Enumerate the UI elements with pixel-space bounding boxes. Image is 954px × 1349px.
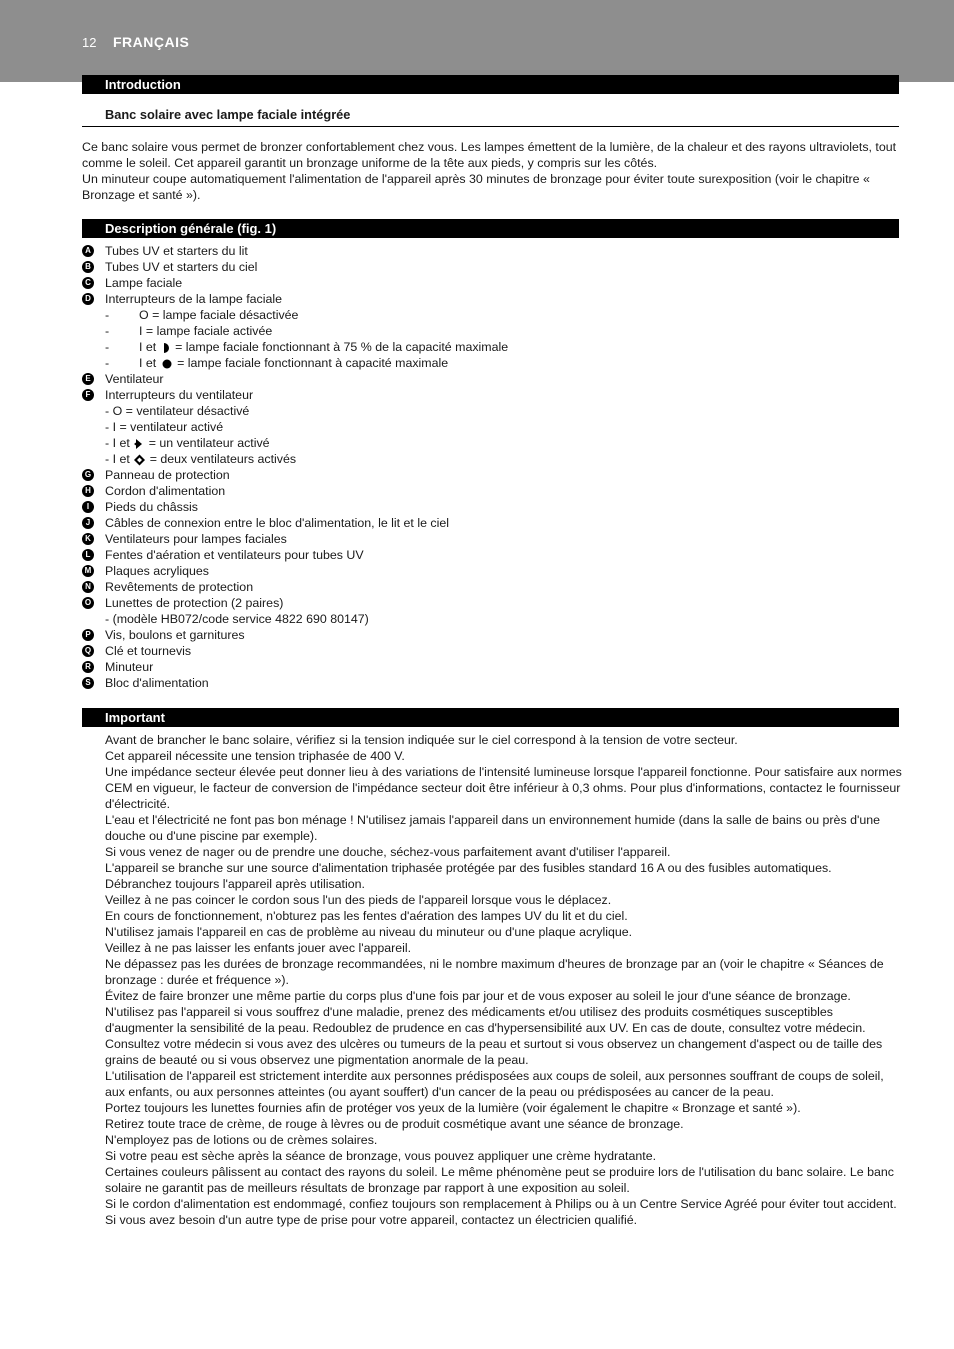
- list-item: D Interrupteurs de la lampe faciale: [82, 291, 899, 307]
- important-paragraph: Débranchez toujours l'appareil après utilisation.: [105, 877, 365, 891]
- important-paragraph: Une impédance secteur élevée peut donner lieu à des variations de l'intensité lumineuse lorsque l'appareil fonctionne. Pour satisfaire aux normes CEM en vigueur, le facteur de conversion de l'impédance secteur doit être inférieur à 0,3 ohms. Pour plus d'informations, contactez le fournisseur d'électricité.: [105, 765, 902, 811]
- important-paragraph: Portez toujours les lunettes fournies afin de protéger vos yeux de la lumière (voir également le chapitre « Bronzage et santé »).: [105, 1101, 801, 1115]
- list-item: N Revêtements de protection: [82, 579, 899, 595]
- important-paragraph: En cours de fonctionnement, n'obturez pas les fentes d'aération des lampes UV du lit et du ciel.: [105, 909, 628, 923]
- sub-list-item: - O = lampe faciale désactivée: [105, 308, 299, 322]
- list-item: I Pieds du châssis: [82, 499, 899, 515]
- letter-h-icon: H: [82, 485, 94, 497]
- language-title: FRANÇAIS: [113, 34, 190, 50]
- letter-d-icon: D: [82, 293, 94, 305]
- important-paragraph: Avant de brancher le banc solaire, vérifiez si la tension indiquée sur le ciel correspond à la tension de votre secteur.: [105, 733, 738, 747]
- full-power-icon: [160, 358, 174, 370]
- sub-list-item: - O = ventilateur désactivé: [105, 404, 250, 418]
- important-paragraph: L'eau et l'électricité ne font pas bon ménage ! N'utilisez jamais l'appareil dans un environnement humide (dans la salle de bains ou près d'une douche ou d'une piscine par exemple).: [105, 813, 881, 843]
- divider: [82, 126, 899, 127]
- letter-e-icon: E: [82, 373, 94, 385]
- letter-q-icon: Q: [82, 645, 94, 657]
- intro-paragraph: Ce banc solaire vous permet de bronzer confortablement chez vous. Les lampes émettent de la lumière, de la chaleur et des rayons ultraviolets, tout comme le soleil. Cet appareil garantit un bronzage uniforme de la tête aux pieds, y compris sur les côtés.: [82, 140, 897, 170]
- letter-b-icon: B: [82, 261, 94, 273]
- list-item: K Ventilateurs pour lampes faciales: [82, 531, 899, 547]
- two-fans-icon: [133, 454, 146, 466]
- list-item: L Fentes d'aération et ventilateurs pour tubes UV: [82, 547, 899, 563]
- letter-p-icon: P: [82, 629, 94, 641]
- letter-f-icon: F: [82, 389, 94, 401]
- component-list: [82, 243, 899, 691]
- list-item: B Tubes UV et starters du ciel: [82, 259, 899, 275]
- letter-i-icon: I: [82, 501, 94, 513]
- letter-r-icon: R: [82, 661, 94, 673]
- important-paragraph: Si vous avez besoin d'un autre type de prise pour votre appareil, contactez un électricien qualifié.: [105, 1213, 638, 1227]
- letter-n-icon: N: [82, 581, 94, 593]
- important-paragraph: Veillez à ne pas coincer le cordon sous l'un des pieds de l'appareil lorsque vous le déplacez.: [105, 893, 612, 907]
- letter-l-icon: L: [82, 549, 94, 561]
- letter-g-icon: G: [82, 469, 94, 481]
- important-text: [105, 732, 903, 1228]
- letter-o-icon: O: [82, 597, 94, 609]
- list-item: Q Clé et tournevis: [82, 643, 899, 659]
- important-paragraph: L'utilisation de l'appareil est strictement interdite aux personnes prédisposées aux coups de soleil, aux personnes souffrant de coups de soleil, aux enfants, ou aux personnes atteintes (ou ayant souffert) d'un cancer de la peau ou prédisposées au cancer de la peau.: [105, 1069, 884, 1099]
- list-item: M Plaques acryliques: [82, 563, 899, 579]
- subheading: Banc solaire avec lampe faciale intégrée: [105, 107, 351, 122]
- important-paragraph: Cet appareil nécessite une tension triphasée de 400 V.: [105, 749, 405, 763]
- letter-m-icon: M: [82, 565, 94, 577]
- list-item: R Minuteur: [82, 659, 899, 675]
- sub-list-item: - I et = lampe faciale fonctionnant à 75 % de la capacité maximale: [105, 340, 509, 354]
- important-paragraph: Certaines couleurs pâlissent au contact des rayons du soleil. Le même phénomène peut se produire lors de l'utilisation du banc solaire. Le banc solaire ne garantit pas de meilleurs résultats de bronzage par rapport à une exposition au soleil.: [105, 1165, 894, 1195]
- important-paragraph: Consultez votre médecin si vous avez des ulcères ou tumeurs de la peau et surtout si vous observez un changement d'aspect ou de taille des grains de beauté ou si vous observez une pigmentation anormale de la peau.: [105, 1037, 883, 1067]
- letter-k-icon: K: [82, 533, 94, 545]
- important-paragraph: Retirez toute trace de crème, de rouge à lèvres ou de produit cosmétique avant une séance de bronzage.: [105, 1117, 684, 1131]
- intro-text: [82, 139, 902, 203]
- header-band: [0, 0, 954, 82]
- important-paragraph: L'appareil se branche sur une source d'alimentation triphasée protégée par des fusibles standard 16 A ou des fusibles automatiques.: [105, 861, 832, 875]
- intro-paragraph: Un minuteur coupe automatiquement l'alimentation de l'appareil après 30 minutes de bronzage pour éviter toute surexposition (voir le chapitre « Bronzage et santé »).: [82, 172, 870, 202]
- section-heading-description: Description générale (fig. 1): [82, 219, 899, 238]
- letter-s-icon: S: [82, 677, 94, 689]
- list-item: F Interrupteurs du ventilateur: [82, 387, 899, 403]
- sub-list-item: - (modèle HB072/code service 4822 690 80147): [105, 612, 369, 626]
- sub-list-item: - I et = un ventilateur activé: [105, 436, 270, 450]
- one-fan-icon: [133, 438, 145, 450]
- list-item: J Câbles de connexion entre le bloc d'alimentation, le lit et le ciel: [82, 515, 899, 531]
- sub-list-item: - I = ventilateur activé: [105, 420, 224, 434]
- important-paragraph: Si votre peau est sèche après la séance de bronzage, vous pouvez appliquer une crème hydratante.: [105, 1149, 657, 1163]
- important-paragraph: Si le cordon d'alimentation est endommagé, confiez toujours son remplacement à Philips ou à un Centre Service Agréé pour éviter tout accident.: [105, 1197, 897, 1211]
- list-item: S Bloc d'alimentation: [82, 675, 899, 691]
- section-heading-important: Important: [82, 708, 899, 727]
- sub-list-item: - I = lampe faciale activée: [105, 324, 273, 338]
- important-paragraph: Évitez de faire bronzer une même partie du corps plus d'une fois par jour et de vous exposer au soleil le jour d'une séance de bronzage.: [105, 989, 851, 1003]
- important-paragraph: Veillez à ne pas laisser les enfants jouer avec l'appareil.: [105, 941, 412, 955]
- important-paragraph: N'employez pas de lotions ou de crèmes solaires.: [105, 1133, 378, 1147]
- sub-list-item: - I et = deux ventilateurs activés: [105, 452, 297, 466]
- sub-list-item: - I et = lampe faciale fonctionnant à capacité maximale: [105, 356, 449, 370]
- list-item: O Lunettes de protection (2 paires): [82, 595, 899, 611]
- important-paragraph: Si vous venez de nager ou de prendre une douche, séchez-vous parfaitement avant d'utiliser l'appareil.: [105, 845, 671, 859]
- section-heading-introduction: Introduction: [82, 75, 899, 94]
- letter-a-icon: A: [82, 245, 94, 257]
- half-power-icon: [160, 342, 172, 354]
- list-item: A Tubes UV et starters du lit: [82, 243, 899, 259]
- important-paragraph: N'utilisez pas l'appareil si vous souffrez d'une maladie, prenez des médicaments et/ou utilisez des produits cosmétiques susceptibles d'augmenter la sensibilité de la peau. Redoublez de prudence en cas d'hypersensibilité aux UV. En cas de doute, consultez votre médecin.: [105, 1005, 866, 1035]
- list-item: C Lampe faciale: [82, 275, 899, 291]
- list-item: G Panneau de protection: [82, 467, 899, 483]
- important-paragraph: N'utilisez jamais l'appareil en cas de problème au niveau du minuteur ou d'une plaque acrylique.: [105, 925, 633, 939]
- list-item: H Cordon d'alimentation: [82, 483, 899, 499]
- list-item: E Ventilateur: [82, 371, 899, 387]
- letter-c-icon: C: [82, 277, 94, 289]
- list-item: P Vis, boulons et garnitures: [82, 627, 899, 643]
- important-paragraph: Ne dépassez pas les durées de bronzage recommandées, ni le nombre maximum d'heures de bronzage par an (voir le chapitre « Séances de bronzage : durée et fréquence »).: [105, 957, 884, 987]
- page-number: 12: [82, 35, 97, 50]
- letter-j-icon: J: [82, 517, 94, 529]
